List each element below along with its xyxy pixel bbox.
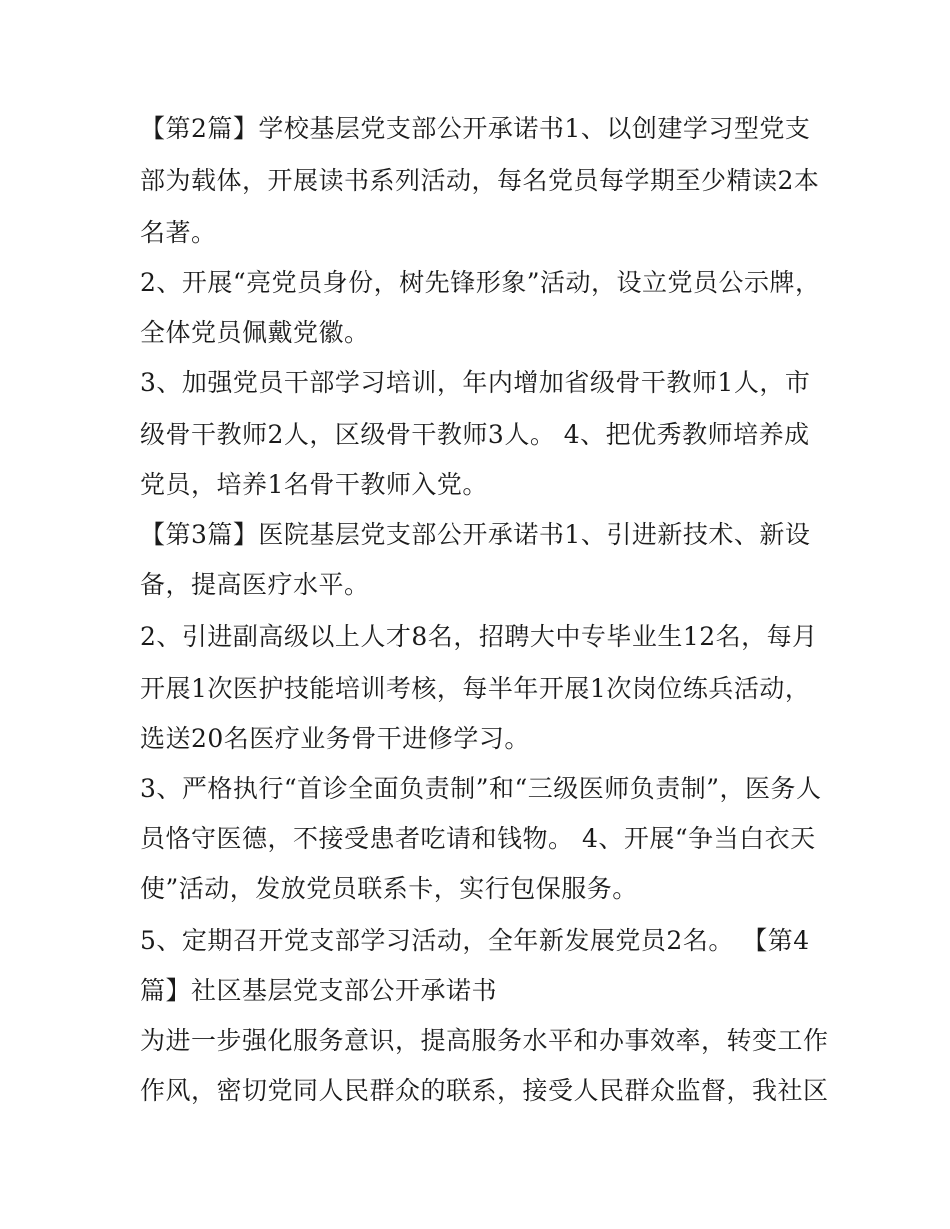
text-line: 3、加强党员干部学习培训，年内增加省级骨干教师1人，市	[140, 368, 811, 397]
text-line: 名著。	[140, 218, 217, 247]
text-line: 选送20名医疗业务骨干进修学习。	[140, 724, 530, 753]
text-line: 部为载体，开展读书系列活动，每名党员每学期至少精读2本	[140, 166, 820, 195]
text-line: 开展1次医护技能培训考核，每半年开展1次岗位练兵活动，	[140, 674, 811, 703]
text-line: 2、开展“亮党员身份，树先锋形象”活动，设立党员公示牌，	[140, 268, 821, 297]
text-line: 全体党员佩戴党徽。	[140, 318, 370, 347]
text-line: 使”活动，发放党员联系卡，实行包保服务。	[140, 874, 638, 903]
text-line: 【第3篇】医院基层党支部公开承诺书1、引进新技术、新设	[140, 520, 811, 549]
text-line: 5、定期召开党支部学习活动，全年新发展党员2名。 【第4	[140, 926, 810, 955]
text-line: 2、引进副高级以上人才8名，招聘大中专毕业生12名，每月	[140, 622, 818, 651]
text-line: 备，提高医疗水平。	[140, 570, 370, 599]
text-line: 级骨干教师2人，区级骨干教师3人。 4、把优秀教师培养成	[140, 420, 810, 449]
text-line: 为进一步强化服务意识，提高服务水平和办事效率，转变工作	[140, 1026, 829, 1055]
text-line: 篇】社区基层党支部公开承诺书	[140, 976, 498, 1005]
text-line: 党员，培养1名骨干教师入党。	[140, 470, 488, 499]
text-line: 员恪守医德，不接受患者吃请和钱物。 4、开展“争当白衣天	[140, 824, 816, 853]
text-line: 【第2篇】学校基层党支部公开承诺书1、以创建学习型党支	[140, 114, 811, 143]
text-line: 作风，密切党同人民群众的联系，接受人民群众监督，我社区	[140, 1076, 829, 1105]
text-line: 3、严格执行“首诊全面负责制”和“三级医师负责制”，医务人	[140, 774, 822, 803]
